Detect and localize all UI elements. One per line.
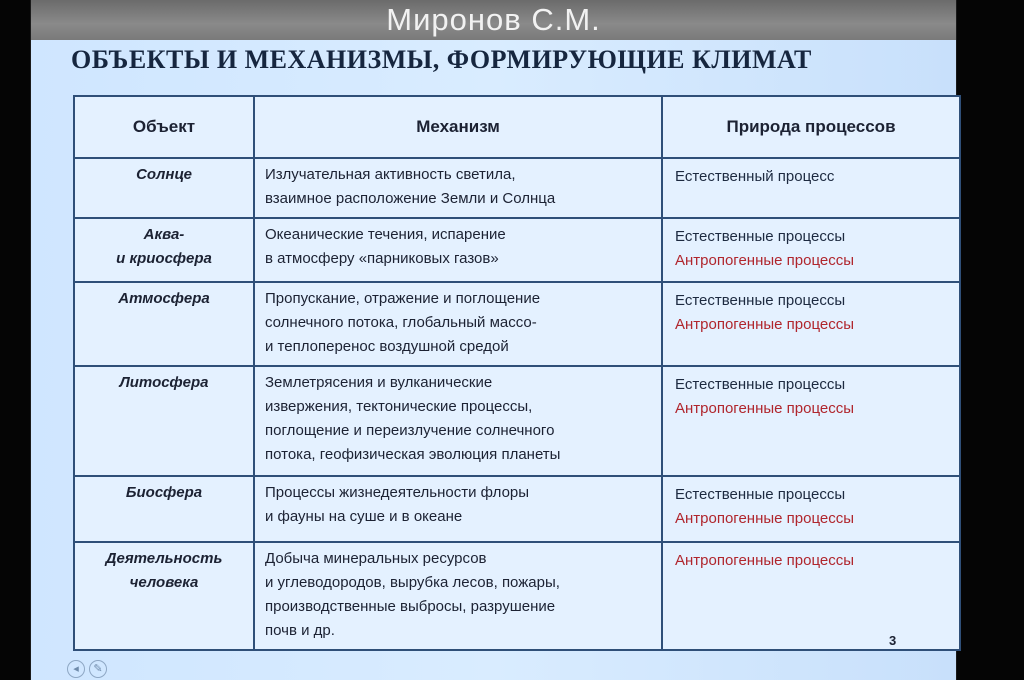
table-row	[74, 158, 960, 218]
mechanism-cell	[254, 366, 662, 476]
mechanism-cell	[254, 542, 662, 650]
anthropogenic-process-label: Антропогенные процессы	[675, 552, 855, 569]
nature-cell	[662, 542, 960, 650]
object-name: Атмосфера	[118, 290, 210, 307]
table-row	[74, 476, 960, 542]
object-cell	[74, 476, 254, 542]
mechanism-line: солнечного потока, глобальный массо-	[265, 314, 537, 331]
anthropogenic-process-label: Антропогенные процессы	[675, 510, 855, 527]
anthropogenic-process-label: Антропогенные процессы	[675, 252, 855, 269]
mechanism-cell	[254, 218, 662, 282]
object-name: и криосфера	[116, 250, 212, 267]
object-name: Солнце	[136, 166, 192, 183]
header-nature: Природа процессов	[662, 96, 960, 158]
table-row	[74, 282, 960, 366]
object-cell	[74, 282, 254, 366]
mechanism-line: Землетрясения и вулканические	[265, 374, 493, 391]
climate-table	[73, 95, 961, 651]
mechanism-line: производственные выбросы, разрушение	[265, 598, 556, 615]
nature-cell	[662, 282, 960, 366]
mechanism-line: и теплоперенос воздушной средой	[265, 338, 509, 355]
header-mechanism: Механизм	[254, 96, 662, 158]
slide-screen	[30, 0, 957, 680]
mechanism-line: и углеводородов, вырубка лесов, пожары,	[265, 574, 560, 591]
mechanism-line: Излучательная активность светила,	[265, 166, 516, 183]
object-name: Деятельность	[105, 550, 223, 567]
mechanism-line: взаимное расположение Земли и Солнца	[265, 190, 556, 207]
mechanism-line: почв и др.	[265, 622, 335, 639]
object-cell	[74, 218, 254, 282]
slide-page-number: 3	[889, 633, 897, 648]
mechanism-line: Океанические течения, испарение	[265, 226, 506, 243]
natural-process-label: Естественные процессы	[675, 292, 846, 309]
natural-process-label: Естественные процессы	[675, 376, 846, 393]
mechanism-line: Процессы жизнедеятельности флоры	[265, 484, 530, 501]
mechanism-line: Добыча минеральных ресурсов	[265, 550, 487, 567]
natural-process-label: Естественный процесс	[675, 168, 835, 185]
table-header-row	[74, 96, 960, 158]
table-row	[74, 218, 960, 282]
mechanism-line: извержения, тектонические процессы,	[265, 398, 533, 415]
slide-nav-back-icon[interactable]: ◂	[67, 660, 85, 678]
object-cell	[74, 542, 254, 650]
nature-cell	[662, 218, 960, 282]
mechanism-line: Пропускание, отражение и поглощение	[265, 290, 541, 307]
author-name: Миронов С.М.	[386, 2, 601, 37]
anthropogenic-process-label: Антропогенные процессы	[675, 400, 855, 417]
natural-process-label: Естественные процессы	[675, 486, 846, 503]
slide-nav-pen-icon[interactable]: ✎	[89, 660, 107, 678]
nature-cell	[662, 476, 960, 542]
slide-title: ОБЪЕКТЫ И МЕХАНИЗМЫ, ФОРМИРУЮЩИЕ КЛИМАТ	[71, 45, 812, 74]
table-row	[74, 366, 960, 476]
object-cell	[74, 366, 254, 476]
mechanism-line: и фауны на суше и в океане	[265, 508, 463, 525]
object-name: Литосфера	[119, 374, 209, 391]
table-row	[74, 542, 960, 650]
mechanism-line: потока, геофизическая эволюция планеты	[265, 446, 561, 463]
header-object: Объект	[74, 96, 254, 158]
mechanism-line: в атмосферу «парниковых газов»	[265, 250, 499, 267]
natural-process-label: Естественные процессы	[675, 228, 846, 245]
mechanism-cell	[254, 476, 662, 542]
object-name: человека	[129, 574, 199, 591]
anthropogenic-process-label: Антропогенные процессы	[675, 316, 855, 333]
mechanism-cell	[254, 282, 662, 366]
nature-cell	[662, 366, 960, 476]
mechanism-line: поглощение и переизлучение солнечного	[265, 422, 555, 439]
object-name: Биосфера	[125, 484, 203, 501]
author-bar	[31, 0, 956, 40]
object-cell	[74, 158, 254, 218]
mechanism-cell	[254, 158, 662, 218]
nature-cell	[662, 158, 960, 218]
object-name: Аква-	[143, 226, 185, 243]
